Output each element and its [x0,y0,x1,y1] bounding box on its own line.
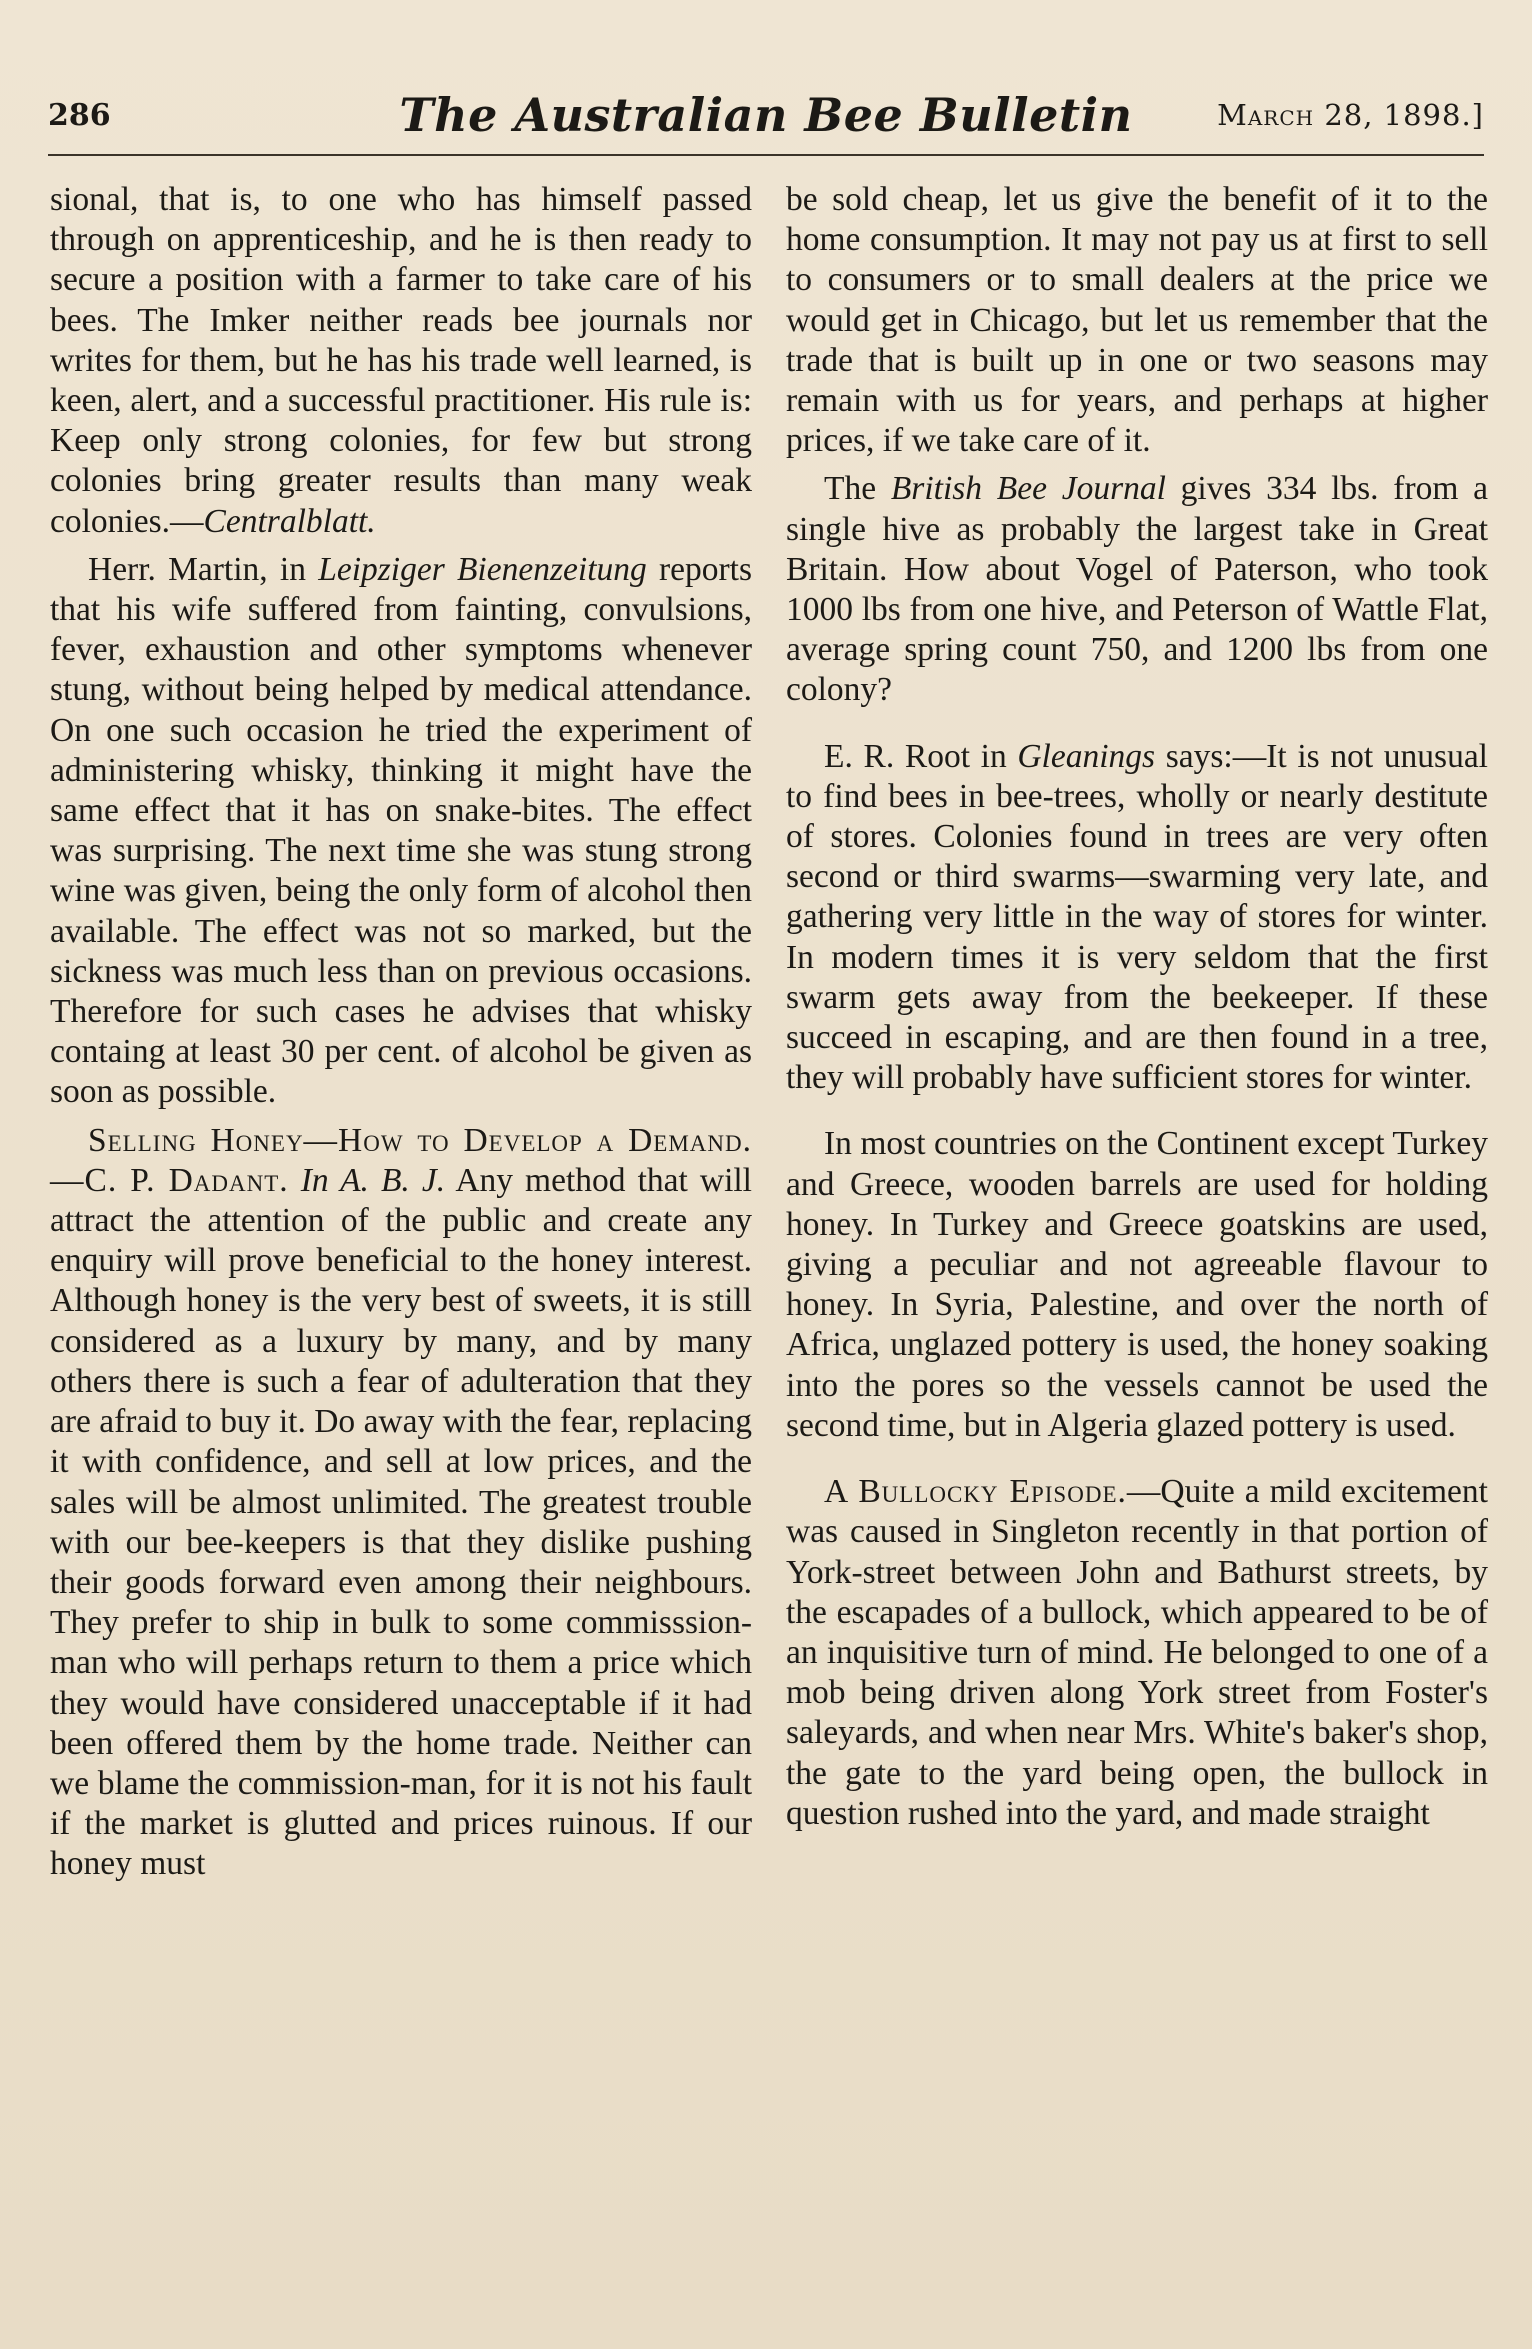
source-citation: Centralblatt. [203,502,376,540]
paragraph-text: Herr. Martin, in [88,550,319,588]
issue-date: March 28, 1898.] [1217,98,1484,132]
source-citation: Gleanings [1017,737,1156,775]
paragraph-text: sional, that is, to one who has himself passed through on apprenticeship, and he is then ready to secure a position with a farmer to take care of his bees. The Imker neither reads bee journals nor writes for them, but he has his trade well learned, is keen, alert, and a successful practitioner. His rule is: Keep only strong colonies, for few but strong colonies bring greater results than many weak colonies.— [50,181,752,540]
paragraph-imker [50,180,752,542]
paragraph-selling-honey [50,1121,752,1885]
paragraph-text: says:—It is not unusual to find bees in bee-trees, wholly or nearly destitute of stores. Colonies found in trees are very often second or third swarms—swarming very late, and gathering very little in the way of stores for winter. In modern times it is very seldom that the first swarm gets away from the beekeeper. If these succeed in escaping, and are then found in a tree, they will probably have sufficient stores for winter. [786,737,1488,1097]
paragraph-text: —Quite a mild excitement was caused in Singleton recently in that portion of York-street between John and Bathurst streets, by the escapades of a bullock, which appeared to be of an inquisitive turn of mind. He belonged to one of a mob being driven along York street from Foster's saleyards, and when near Mrs. White's baker's shop, the gate to the yard being open, the bullock in question rushed into the yard, and made straight [786,1473,1488,1832]
paragraph-text: Any method that will attract the attention of the public and create any enquiry will prove beneficial to the honey interest. Although honey is the very best of sweets, it is still considered as a luxury by many, and by many others there is such a fear of adulteration that they are afraid to buy it. Do away with the fear, replacing it with confidence, and sell at low prices, and the sales will be almost unlimited. The greatest trouble with our bee-keepers is that they dislike pushing their goods forward even among their neighbours. They prefer to ship in bulk to some commisssion-man who will perhaps return to them a price which they would have considered unacceptable if it had been offered them by the home trade. Neither can we blame the commission-man, for it is not his fault if the market is glutted and prices ruinous. If our honey must [50,1161,752,1883]
paragraph-bullocky-episode [786,1472,1488,1834]
left-column [50,180,752,1885]
source-citation: British Bee Journal [890,470,1166,508]
paragraph-root-gleanings [786,737,1488,1099]
source-citation: In A. B. J. [300,1161,446,1199]
source-citation: Leipziger Bienenzeitung [318,550,647,588]
article-heading: A Bullocky Episode. [824,1473,1127,1511]
paragraph-british-bee-journal [786,469,1488,710]
journal-title: The Australian Bee Bulletin [399,88,1133,142]
paragraph-text: The [824,470,891,508]
page-header [48,88,1484,148]
paragraph-text: be sold cheap, let us give the benefit of it to the home consumption. It may not pay us at first to sell to consumers or to small dealers at the price we would get in Chicago, but let us remember that the trade that is built up in one or two seasons may remain with us for years, and perhaps at higher prices, if we take care of it. [786,181,1488,460]
paragraph-martin [50,550,752,1113]
right-column [786,180,1488,1834]
page-number: 286 [48,98,111,133]
paragraph-text: E. R. Root in [824,737,1018,775]
paragraph-continued [786,180,1488,461]
article-heading: Selling Honey—How to Develop a Demand.—C. P. Dadant. [50,1121,752,1199]
header-rule [48,154,1484,156]
paragraph-text: reports that his wife suffered from fainting, convulsions, fever, exhaustion and other symptoms whenever stung, without being helped by medical attendance. On one such occasion he tried the experiment of administering whisky, thinking it might have the same effect that it has on snake-bites. The effect was surprising. The next time she was stung strong wine was given, being the only form of alcohol then available. The effect was not so marked, but the sickness was much less than on previous occasions. Therefore for such cases he advises that whisky containg at least 30 per cent. of alcohol be given as soon as possible. [50,550,752,1111]
paragraph-text: In most countries on the Continent except Turkey and Greece, wooden barrels are used for holding honey. In Turkey and Greece goatskins are used, giving a peculiar and not agreeable flavour to honey. In Syria, Palestine, and over the north of Africa, unglazed pottery is used, the honey soaking into the pores so the vessels cannot be used the second time, but in Algeria glazed pottery is used. [786,1125,1488,1444]
paragraph-honey-containers [786,1124,1488,1446]
paragraph-text: gives 334 lbs. from a single hive as probably the largest take in Great Britain. How about Vogel of Paterson, who took 1000 lbs from one hive, and Peterson of Wattle Flat, average spring count 750, and 1200 lbs from one colony? [786,470,1489,709]
